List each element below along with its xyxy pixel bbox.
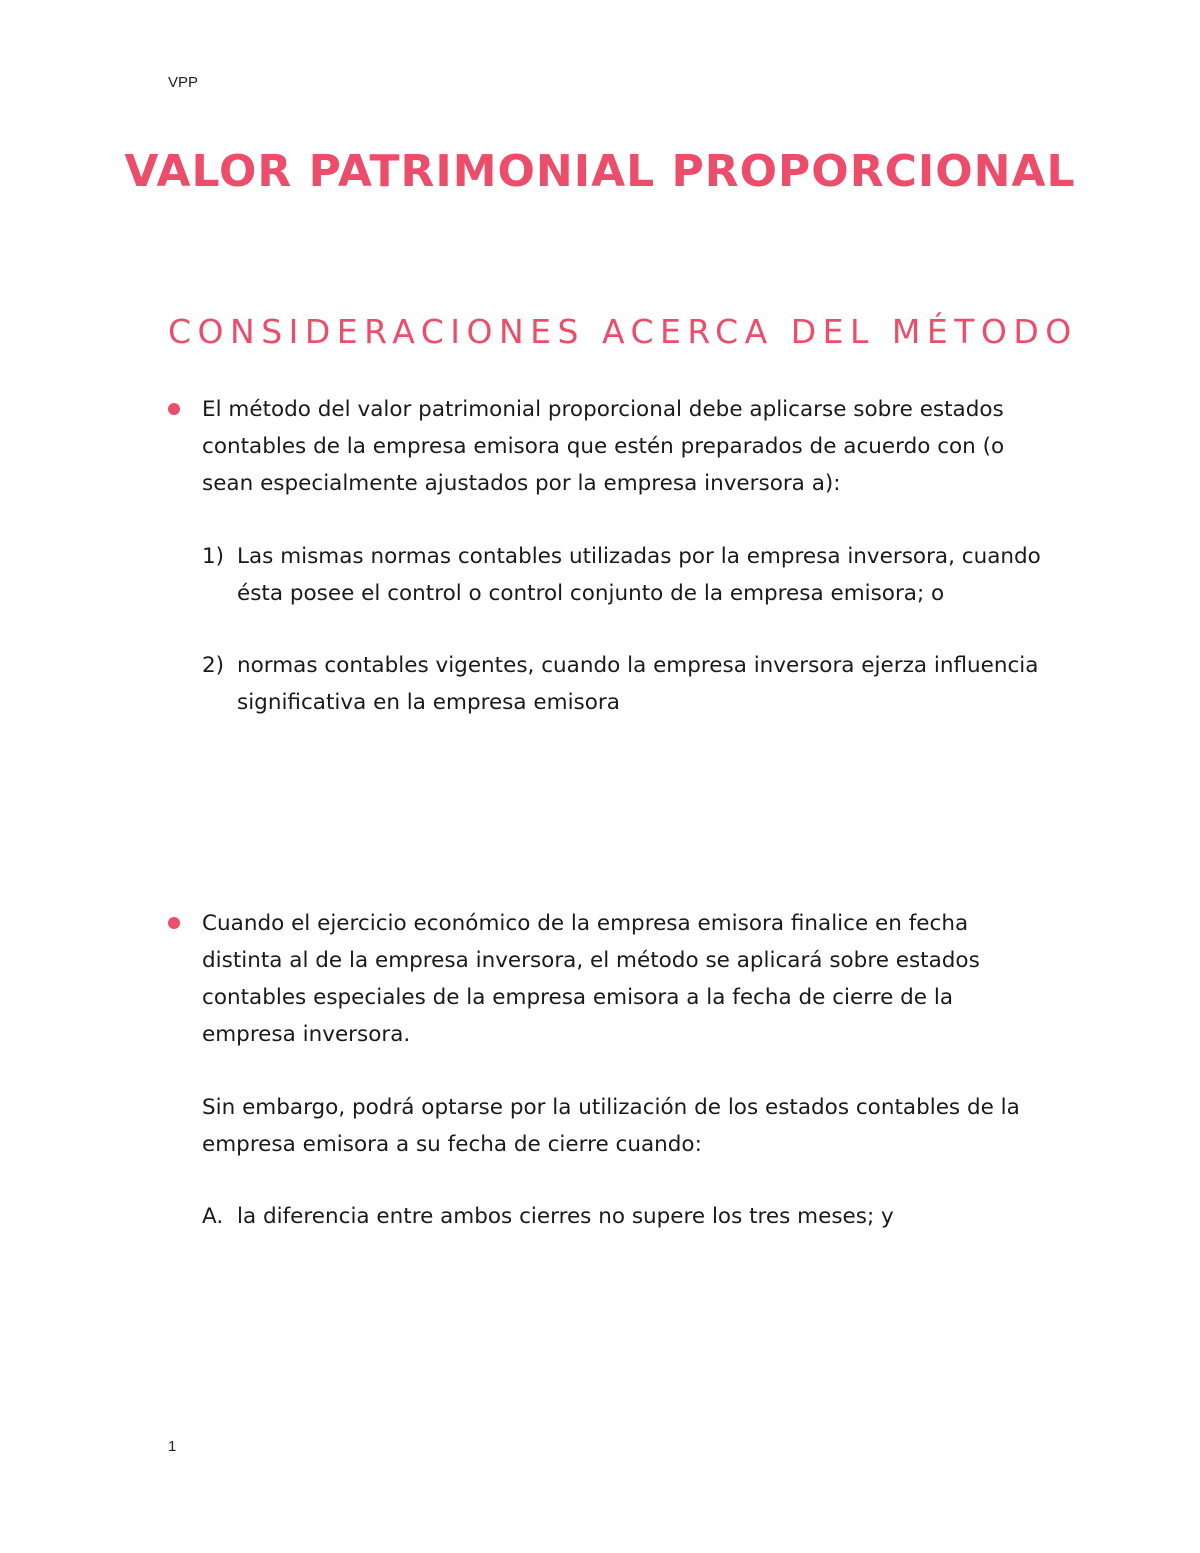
lettered-item-a-marker: A. [202,1204,224,1229]
numbered-item-1 [202,538,1052,612]
numbered-item-1-text: Las mismas normas contables utilizadas por la empresa inversora, cuando ésta posee el control o control conjunto de la empresa emisora; o [237,544,1041,606]
bullet-dot-icon [168,917,180,929]
bullet-item-1-text: El método del valor patrimonial proporcional debe aplicarse sobre estados contables de la empresa emisora que estén preparados de acuerdo con (o sean especialmente ajustados por la empresa inversora a): [202,397,1005,496]
bullet-dot-icon [168,403,180,415]
bullet-item-2 [168,905,1048,1053]
bullet-item-1 [168,391,1048,502]
numbered-item-2-marker: 2) [202,653,225,678]
page-number: 1 [168,1438,177,1455]
section-heading: CONSIDERACIONES ACERCA DEL MÉTODO [168,312,1078,351]
numbered-item-1-marker: 1) [202,544,225,569]
running-head: VPP [168,74,199,91]
lettered-item-a [202,1198,1052,1235]
lettered-item-a-text: la diferencia entre ambos cierres no supere los tres meses; y [237,1204,894,1229]
bullet-item-2-paragraph: Sin embargo, podrá optarse por la utilización de los estados contables de la empresa emisora a su fecha de cierre cuando: [202,1095,1020,1157]
bullet-item-2-text: Cuando el ejercicio económico de la empresa emisora finalice en fecha distinta al de la empresa inversora, el método se aplicará sobre estados contables especiales de la empresa emisora a la fecha de cierre de la empresa inversora. [202,911,980,1047]
document-title: VALOR PATRIMONIAL PROPORCIONAL [124,146,1076,197]
numbered-item-2 [202,647,1052,721]
numbered-item-2-text: normas contables vigentes, cuando la empresa inversora ejerza influencia significativa en la empresa emisora [237,653,1039,715]
